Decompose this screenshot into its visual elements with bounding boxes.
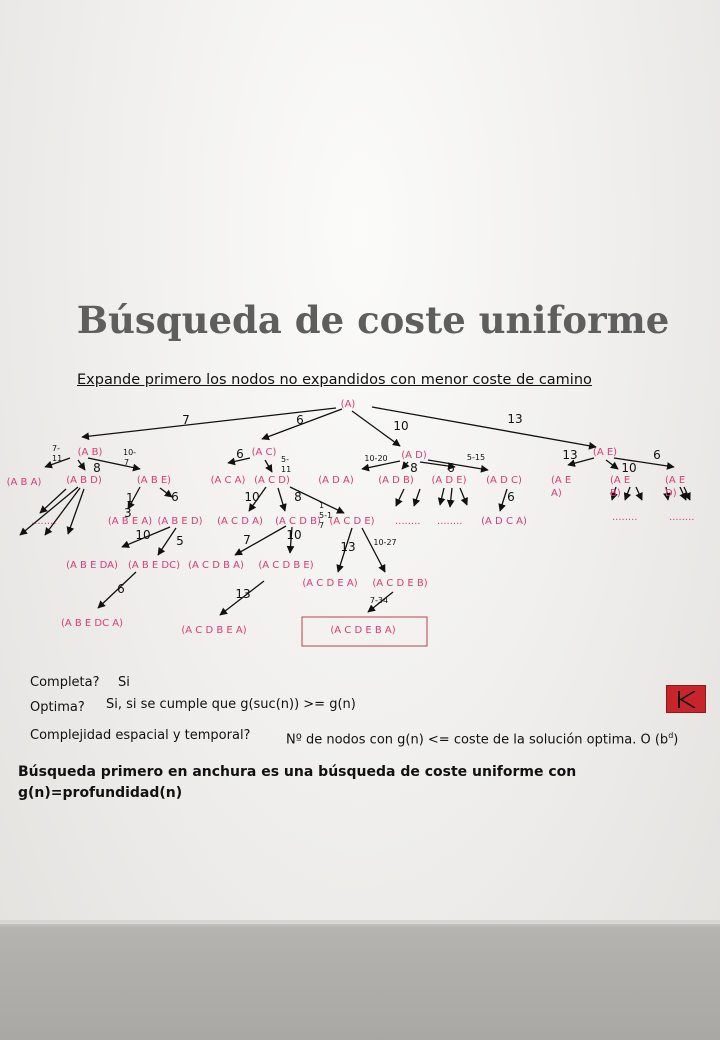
cost-ad-adb: 8 bbox=[410, 461, 418, 475]
node-root: (A) bbox=[340, 399, 356, 410]
node-acdeba: (A C D E B A) bbox=[330, 625, 396, 636]
cost-root-ac: 6 bbox=[296, 413, 304, 427]
node-acdbe: (A C D B E) bbox=[258, 560, 314, 571]
node-adca: (A D C A) bbox=[481, 516, 527, 527]
node-aba: (A B A) bbox=[6, 477, 42, 488]
ellipsis-adb: ........ bbox=[395, 516, 421, 527]
cost-acdbe-acdbea: 13 bbox=[235, 587, 251, 601]
floor-band bbox=[0, 924, 720, 1040]
ellipsis-ade: ........ bbox=[437, 516, 463, 527]
cost-abedc-abedca: 6 bbox=[117, 582, 125, 596]
cost-ae-aed: 6 bbox=[653, 448, 661, 462]
node-ad: (A D) bbox=[401, 450, 427, 461]
node-abd: (A B D) bbox=[66, 475, 102, 486]
node-aeb: (A E B) bbox=[610, 475, 631, 499]
slide-title: Búsqueda de coste uniforme bbox=[76, 298, 670, 342]
cost-acd-acda: 10 bbox=[244, 490, 260, 504]
node-aca: (A C A) bbox=[210, 475, 246, 486]
cost-ae-aeb: 10 bbox=[621, 461, 637, 475]
optima-label: Optima? bbox=[30, 700, 85, 715]
node-abedc: (A B E DC) bbox=[127, 560, 181, 571]
cost-adc-adca: 6 bbox=[507, 490, 515, 504]
ellipsis-aeb: ........ bbox=[612, 512, 638, 523]
node-acdeb: (A C D E B) bbox=[372, 578, 428, 589]
node-acd: (A C D) bbox=[254, 475, 290, 486]
complejidad-label: Complejidad espacial y temporal? bbox=[30, 728, 251, 743]
cost-ab-abd: 8 bbox=[93, 461, 101, 475]
node-acda: (A C D A) bbox=[217, 516, 263, 527]
node-abedca: (A B E DC A) bbox=[60, 618, 124, 629]
skip-to-first-icon bbox=[680, 691, 696, 708]
node-acdb: (A C D B) bbox=[275, 516, 321, 527]
node-adb: (A D B) bbox=[378, 475, 414, 486]
cost-acdeb-acdeba: 7-34 bbox=[369, 596, 389, 605]
cost-acde-acdeb: 10-27 bbox=[373, 538, 397, 547]
cost-acdb-acdba: 7 bbox=[243, 533, 251, 547]
node-abe: (A B E) bbox=[136, 475, 172, 486]
cost-ab-aba: 7-11 bbox=[52, 444, 63, 463]
optima-answer: Si, si se cumple que g(suc(n)) >= g(n) bbox=[106, 697, 356, 712]
first-slide-button[interactable] bbox=[666, 685, 706, 713]
node-aed: (A E D) bbox=[665, 475, 686, 499]
cost-acde-acdea: 13 bbox=[340, 540, 356, 554]
ellipsis-abd: ........ bbox=[31, 516, 57, 527]
node-ae: (A E) bbox=[592, 447, 618, 458]
cost-acd-acde: 1 5-1 7 bbox=[319, 501, 333, 530]
node-acdea: (A C D E A) bbox=[302, 578, 358, 589]
cost-root-ab: 7 bbox=[182, 413, 190, 427]
node-acde: (A C D E) bbox=[329, 516, 375, 527]
cost-ae-aea: 13 bbox=[562, 448, 578, 462]
node-acdba: (A C D B A) bbox=[188, 560, 244, 571]
cost-acdb-acdbe: 10 bbox=[286, 528, 302, 542]
complejidad-answer: Nº de nodos con g(n) <= coste de la solución optima. O $(b^d)$ bbox=[286, 731, 679, 748]
node-abeda: (A B E DA) bbox=[66, 560, 118, 571]
completa-answer: Si bbox=[118, 675, 130, 690]
cost-ac-acd: 5-11 bbox=[281, 455, 292, 474]
node-ade: (A D E) bbox=[431, 475, 467, 486]
node-abea: (A B E A) bbox=[107, 516, 153, 527]
cost-abe-abea: 1 3 bbox=[124, 491, 134, 520]
cost-root-ad: 10 bbox=[393, 419, 409, 433]
node-abed: (A B E D) bbox=[157, 516, 203, 527]
slide-subtitle: Expande primero los nodos no expandidos con menor coste de camino bbox=[77, 372, 592, 388]
cost-abed-abedc: 5 bbox=[176, 534, 184, 548]
bfs-note: Búsqueda primero en anchura es una búsqueda de coste uniforme con g(n)=profundidad(n) bbox=[18, 764, 577, 801]
node-ada: (A D A) bbox=[318, 475, 354, 486]
cost-ad-adc: 5-15 bbox=[466, 453, 486, 462]
node-ac: (A C) bbox=[251, 447, 277, 458]
cost-root-ae: 13 bbox=[507, 412, 523, 426]
cost-abed-abeda: 10 bbox=[135, 528, 151, 542]
node-ab: (A B) bbox=[77, 447, 103, 458]
cost-ac-aca: 6 bbox=[236, 447, 244, 461]
node-aea: (A E A) bbox=[551, 475, 572, 499]
cost-acd-acdb: 8 bbox=[294, 490, 302, 504]
node-adc: (A D C) bbox=[486, 475, 522, 486]
cost-ad-ada: 10-20 bbox=[364, 454, 388, 463]
cost-abe-abed: 6 bbox=[171, 490, 179, 504]
completa-label: Completa? bbox=[30, 675, 100, 690]
ellipsis-aed: ........ bbox=[669, 512, 695, 523]
node-acdbea: (A C D B E A) bbox=[181, 625, 247, 636]
cost-ab-abe: 10-7 bbox=[123, 448, 137, 467]
cost-ad-ade: 6 bbox=[447, 461, 455, 475]
